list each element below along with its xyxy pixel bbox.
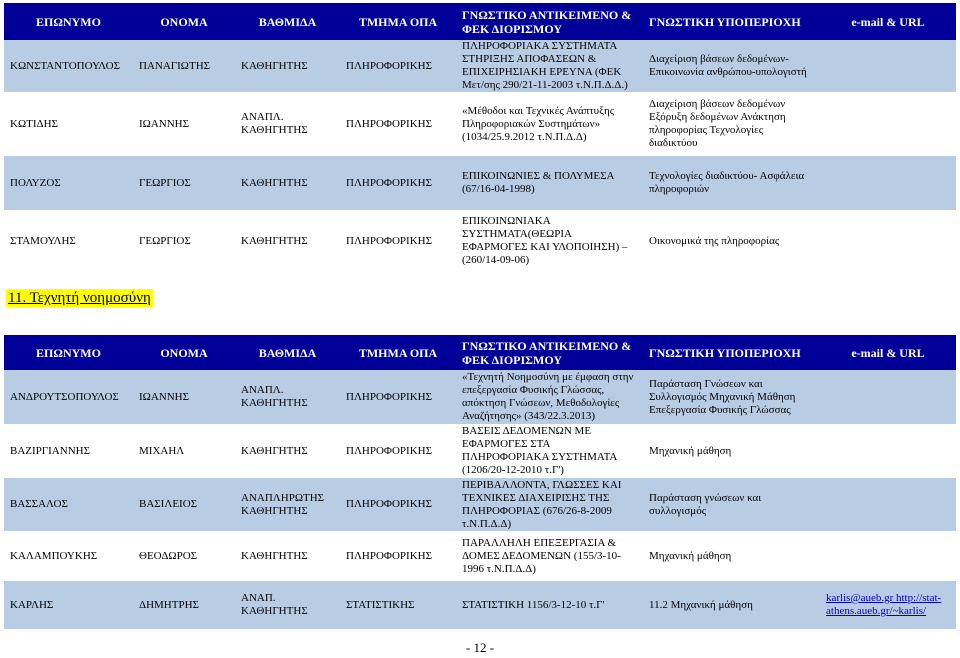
cell-subarea: Παράσταση γνώσεων και συλλογισμός <box>643 478 820 531</box>
cell-subject: ΒΑΣΕΙΣ ΔΕΔΟΜΕΝΩΝ ΜΕ ΕΦΑΡΜΟΓΕΣ ΣΤΑ ΠΛΗΡΟΦΟΡΙΑΚΑ ΣΥΣΤΗΜΑΤΑ (1206/20-12-2010 τ.Γ') <box>456 424 643 478</box>
table-row <box>4 210 956 272</box>
cell-department: ΠΛΗΡΟΦΟΡΙΚΗΣ <box>340 210 456 272</box>
cell-surname: ΚΩΤΙΔΗΣ <box>4 92 133 156</box>
cell-subarea: Τεχνολογίες διαδικτύου- Ασφάλεια πληροφοριών <box>643 156 820 210</box>
page-number: - 12 - <box>465 640 495 655</box>
header-rank: ΒΑΘΜΙΔΑ <box>235 3 340 40</box>
cell-subarea: Διαχείριση βάσεων δεδομένων-Επικοινωνία ανθρώπου-υπολογιστή <box>643 40 820 92</box>
cell-subarea: Μηχανική μάθηση <box>643 424 820 478</box>
cell-email <box>820 370 956 424</box>
cell-email <box>820 424 956 478</box>
table-row <box>4 478 956 531</box>
header-subject: ΓΝΩΣΤΙΚΟ ΑΝΤΙΚΕΙΜΕΝΟ & ΦΕΚ ΔΙΟΡΙΣΜΟΥ <box>456 3 643 40</box>
cell-name: ΓΕΩΡΓΙΟΣ <box>133 156 235 210</box>
cell-rank: ΚΑΘΗΓΗΤΗΣ <box>235 156 340 210</box>
cell-subject: ΠΛΗΡΟΦΟΡΙΑΚΑ ΣΥΣΤΗΜΑΤΑ ΣΤΗΡΙΞΗΣ ΑΠΟΦΑΣΕΩΝ & ΕΠΙΧΕΙΡΗΣΙΑΚΗ ΕΡΕΥΝΑ (ΦΕΚ Μετ/σης 290/21-11-2003 τ.Ν.Π.Δ.Δ.) <box>456 40 643 92</box>
cell-subject: ΣΤΑΤΙΣΤΙΚΗ 1156/3-12-10 τ.Γ' <box>456 581 643 629</box>
cell-subarea: Μηχανική μάθηση <box>643 531 820 581</box>
header-department: ΤΜΗΜΑ ΟΠΑ <box>340 335 456 370</box>
cell-subject: «Τεχνητή Νοημοσύνη με έμφαση στην επεξεργασία Φυσικής Γλώσσας, απόκτηση Γνώσεων, Μεθοδολογίες Αναζήτησης» (343/22.3.2013) <box>456 370 643 424</box>
cell-rank: ΑΝΑΠ. ΚΑΘΗΓΗΤΗΣ <box>235 581 340 629</box>
cell-email <box>820 531 956 581</box>
cell-rank: ΚΑΘΗΓΗΤΗΣ <box>235 210 340 272</box>
cell-email <box>820 478 956 531</box>
cell-department: ΠΛΗΡΟΦΟΡΙΚΗΣ <box>340 370 456 424</box>
cell-surname: ΣΤΑΜΟΥΛΗΣ <box>4 210 133 272</box>
faculty-table-1 <box>4 3 956 272</box>
header-subarea: ΓΝΩΣΤΙΚΗ ΥΠΟΠΕΡΙΟΧΗ <box>643 335 820 370</box>
cell-subarea: Οικονομικά της πληροφορίας <box>643 210 820 272</box>
header-name: ΟΝΟΜΑ <box>133 3 235 40</box>
cell-name: ΠΑΝΑΓΙΩΤΗΣ <box>133 40 235 92</box>
cell-name: ΒΑΣΙΛΕΙΟΣ <box>133 478 235 531</box>
cell-department: ΠΛΗΡΟΦΟΡΙΚΗΣ <box>340 40 456 92</box>
cell-department: ΠΛΗΡΟΦΟΡΙΚΗΣ <box>340 478 456 531</box>
cell-name: ΘΕΟΔΩΡΟΣ <box>133 531 235 581</box>
cell-department: ΠΛΗΡΟΦΟΡΙΚΗΣ <box>340 92 456 156</box>
header-surname: ΕΠΩΝΥΜΟ <box>4 3 133 40</box>
header-surname: ΕΠΩΝΥΜΟ <box>4 335 133 370</box>
cell-department: ΠΛΗΡΟΦΟΡΙΚΗΣ <box>340 156 456 210</box>
cell-rank: ΑΝΑΠΛ. ΚΑΘΗΓΗΤΗΣ <box>235 370 340 424</box>
cell-surname: ΚΩΝΣΤΑΝΤΟΠΟΥΛΟΣ <box>4 40 133 92</box>
table-row <box>4 92 956 156</box>
cell-subject: «Μέθοδοι και Τεχνικές Ανάπτυξης Πληροφοριακών Συστημάτων» (1034/25.9.2012 τ.Ν.Π.Δ.Δ) <box>456 92 643 156</box>
cell-surname: ΚΑΡΛΗΣ <box>4 581 133 629</box>
table-row <box>4 156 956 210</box>
cell-rank: ΚΑΘΗΓΗΤΗΣ <box>235 531 340 581</box>
cell-email <box>820 40 956 92</box>
table-row <box>4 424 956 478</box>
cell-rank: ΚΑΘΗΓΗΤΗΣ <box>235 40 340 92</box>
cell-surname: ΒΑΣΣΑΛΟΣ <box>4 478 133 531</box>
header-email: e-mail & URL <box>820 335 956 370</box>
cell-name: ΜΙΧΑΗΛ <box>133 424 235 478</box>
cell-department: ΣΤΑΤΙΣΤΙΚΗΣ <box>340 581 456 629</box>
header-name: ΟΝΟΜΑ <box>133 335 235 370</box>
cell-subarea: 11.2 Μηχανική μάθηση <box>643 581 820 629</box>
cell-subject: ΠΑΡΑΛΛΗΛΗ ΕΠΕΞΕΡΓΑΣΙΑ & ΔΟΜΕΣ ΔΕΔΟΜΕΝΩΝ (155/3-10-1996 τ.Ν.Π.Δ.Δ) <box>456 531 643 581</box>
cell-subject: ΕΠΙΚΟΙΝΩΝΙΑΚΑ ΣΥΣΤΗΜΑΤΑ(ΘΕΩΡΙΑ ΕΦΑΡΜΟΓΕΣ ΚΑΙ ΥΛΟΠΟΙΗΣΗ) – (260/14-09-06) <box>456 210 643 272</box>
cell-surname: ΒΑΖΙΡΓΙΑΝΝΗΣ <box>4 424 133 478</box>
cell-department: ΠΛΗΡΟΦΟΡΙΚΗΣ <box>340 531 456 581</box>
cell-email <box>820 210 956 272</box>
header-subject: ΓΝΩΣΤΙΚΟ ΑΝΤΙΚΕΙΜΕΝΟ & ΦΕΚ ΔΙΟΡΙΣΜΟΥ <box>456 335 643 370</box>
cell-subarea: Παράσταση Γνώσεων και Συλλογισμός Μηχανική Μάθηση Επεξεργασία Φυσικής Γλώσσας <box>643 370 820 424</box>
cell-subject: ΕΠΙΚΟΙΝΩΝΙΕΣ & ΠΟΛΥΜΕΣΑ (67/16-04-1998) <box>456 156 643 210</box>
cell-email[interactable] <box>820 581 956 629</box>
email-link[interactable]: karlis@aueb.gr http://stat-athens.aueb.gr/~karlis/ <box>826 592 942 617</box>
cell-name: ΙΩΑΝΝΗΣ <box>133 370 235 424</box>
header-subarea: ΓΝΩΣΤΙΚΗ ΥΠΟΠΕΡΙΟΧΗ <box>643 3 820 40</box>
cell-rank: ΑΝΑΠΛΗΡΩΤΗΣ ΚΑΘΗΓΗΤΗΣ <box>235 478 340 531</box>
cell-surname: ΠΟΛΥΖΟΣ <box>4 156 133 210</box>
cell-email <box>820 156 956 210</box>
cell-email <box>820 92 956 156</box>
cell-name: ΓΕΩΡΓΙΟΣ <box>133 210 235 272</box>
cell-subarea: Διαχείριση βάσεων δεδομένων Εξόρυξη δεδομένων Ανάκτηση πληροφορίας Τεχνολογίες διαδικτύου <box>643 92 820 156</box>
header-email: e-mail & URL <box>820 3 956 40</box>
header-rank: ΒΑΘΜΙΔΑ <box>235 335 340 370</box>
cell-surname: ΚΑΛΑΜΠΟΥΚΗΣ <box>4 531 133 581</box>
cell-department: ΠΛΗΡΟΦΟΡΙΚΗΣ <box>340 424 456 478</box>
cell-surname: ΑΝΔΡΟΥΤΣΟΠΟΥΛΟΣ <box>4 370 133 424</box>
table-row <box>4 40 956 92</box>
section-heading <box>6 289 153 307</box>
faculty-table-2 <box>4 335 956 629</box>
cell-name: ΔΗΜΗΤΡΗΣ <box>133 581 235 629</box>
section-title: 11. Τεχνητή νοημοσύνη <box>8 290 151 306</box>
cell-name: ΙΩΑΝΝΗΣ <box>133 92 235 156</box>
cell-rank: ΚΑΘΗΓΗΤΗΣ <box>235 424 340 478</box>
cell-rank: ΑΝΑΠΛ. ΚΑΘΗΓΗΤΗΣ <box>235 92 340 156</box>
table-row <box>4 581 956 629</box>
table-row <box>4 531 956 581</box>
table-row <box>4 370 956 424</box>
cell-subject: ΠΕΡΙΒΑΛΛΟΝΤΑ, ΓΛΩΣΣΕΣ ΚΑΙ ΤΕΧΝΙΚΕΣ ΔΙΑΧΕΙΡΙΣΗΣ ΤΗΣ ΠΛΗΡΟΦΟΡΙΑΣ (676/26-8-2009 τ.Ν.Π.Δ.Δ) <box>456 478 643 531</box>
header-department: ΤΜΗΜΑ ΟΠΑ <box>340 3 456 40</box>
